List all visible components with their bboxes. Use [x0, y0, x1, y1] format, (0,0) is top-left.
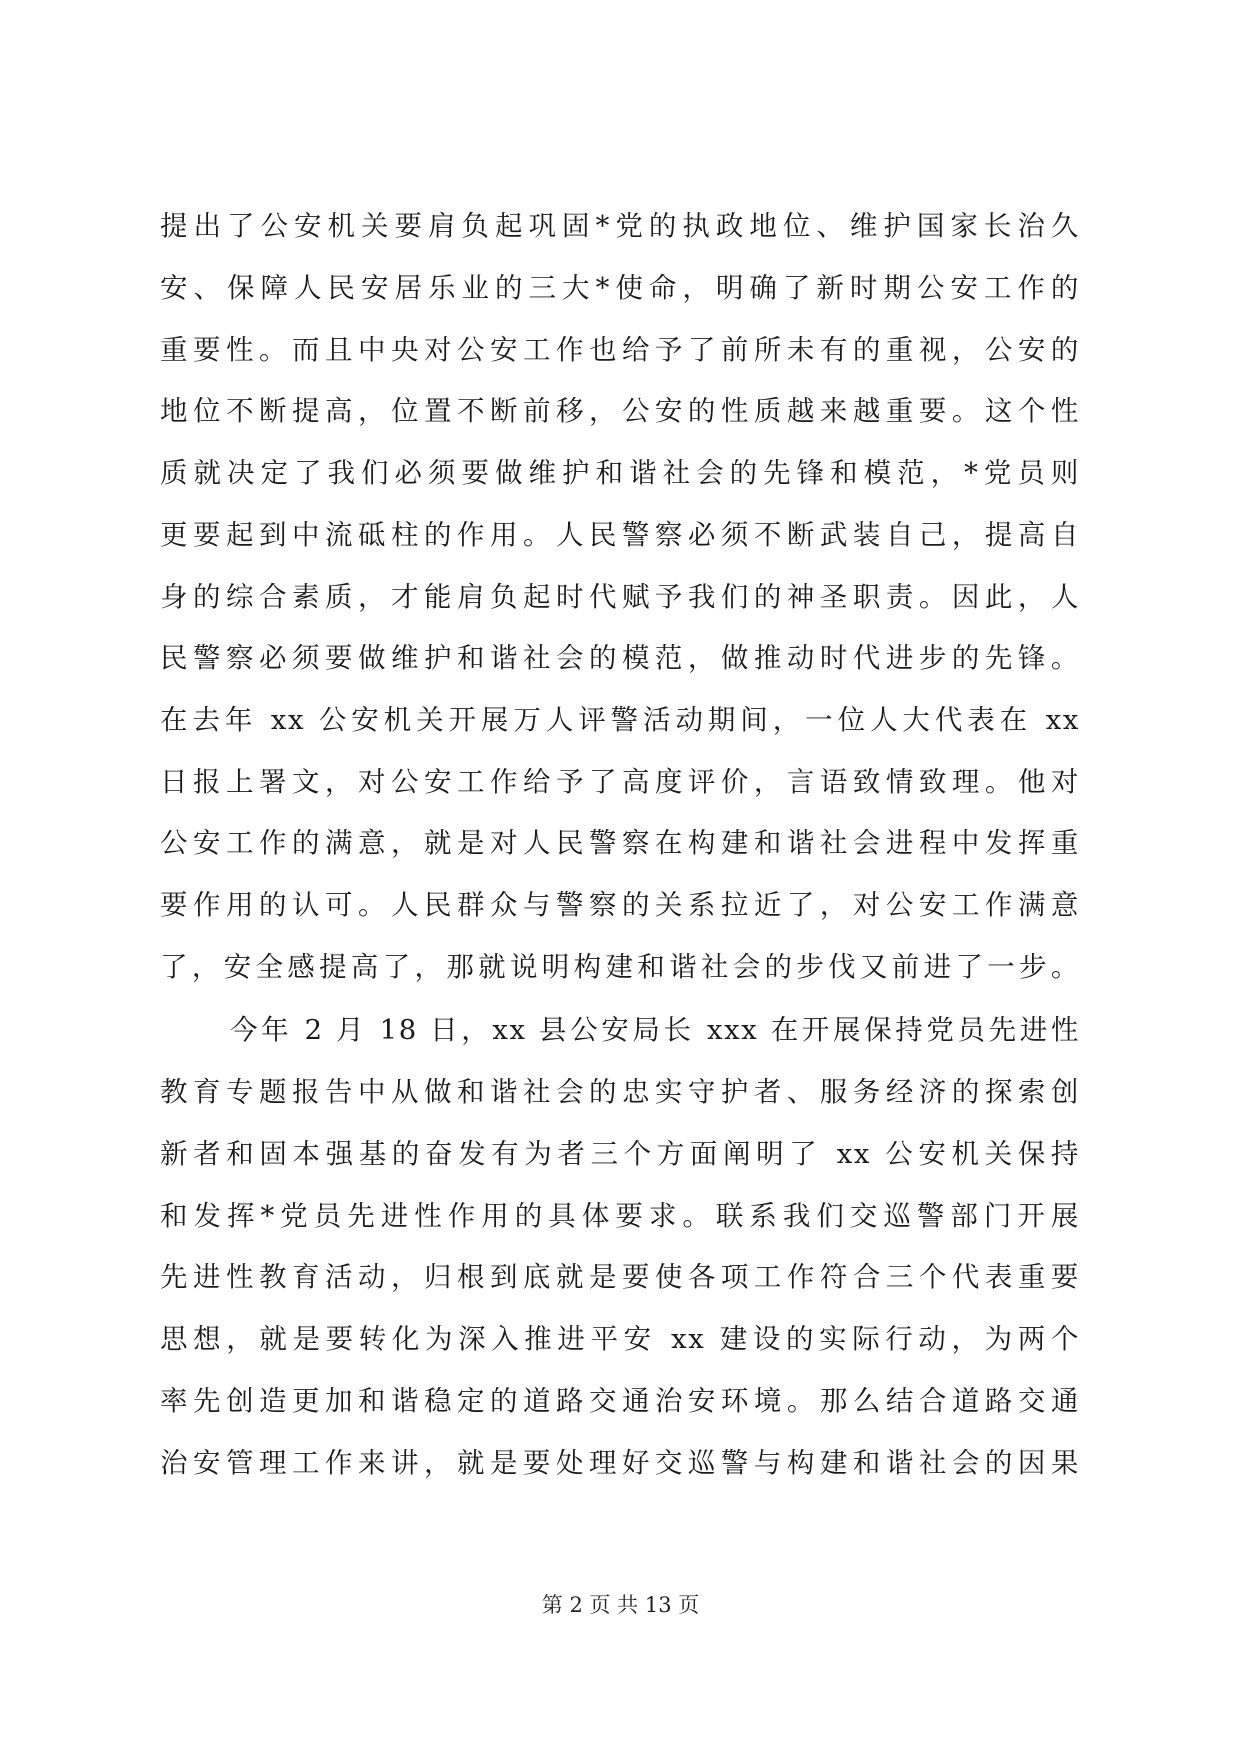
- text-line: 要作用的认可。人民群众与警察的关系拉近了，对公安工作满意: [160, 889, 1080, 921]
- text-line: 重要性。而且中央对公安工作也给予了前所未有的重视，公安的: [160, 334, 1080, 366]
- text-line: 地位不断提高，位置不断前移，公安的性质越来越重要。这个性: [160, 395, 1080, 427]
- page-number-footer: 第 2 页 共 13 页: [541, 1593, 700, 1617]
- text-line: 和发挥*党员先进性作用的具体要求。联系我们交巡警部门开展: [160, 1200, 1080, 1232]
- text-line: 民警察必须要做维护和谐社会的模范，做推动时代进步的先锋。: [160, 642, 1080, 674]
- text-line: 提出了公安机关要肩负起巩固*党的执政地位、维护国家长治久: [160, 210, 1080, 242]
- text-line: 在去年 xx 公安机关开展万人评警活动期间，一位人大代表在 xx: [160, 704, 1080, 736]
- text-line: 安、保障人民安居乐业的三大*使命，明确了新时期公安工作的: [160, 272, 1080, 304]
- text-line: 质就决定了我们必须要做维护和谐社会的先锋和模范，*党员则: [160, 457, 1080, 489]
- text-line: 更要起到中流砥柱的作用。人民警察必须不断武装自己，提高自: [160, 519, 1080, 551]
- text-line: 先进性教育活动，归根到底就是要使各项工作符合三个代表重要: [160, 1261, 1080, 1293]
- text-line: 日报上署文，对公安工作给予了高度评价，言语致情致理。他对: [160, 766, 1080, 798]
- text-line: 治安管理工作来讲，就是要处理好交巡警与构建和谐社会的因果: [160, 1447, 1080, 1479]
- text-line: 思想，就是要转化为深入推进平安 xx 建设的实际行动，为两个: [160, 1323, 1080, 1355]
- text-line: 教育专题报告中从做和谐社会的忠实守护者、服务经济的探索创: [160, 1076, 1080, 1108]
- text-line: 身的综合素质，才能肩负起时代赋予我们的神圣职责。因此，人: [160, 581, 1080, 613]
- text-line: 新者和固本强基的奋发有为者三个方面阐明了 xx 公安机关保持: [160, 1138, 1080, 1170]
- paragraph-start-line: 今年 2 月 18 日，xx 县公安局长 xxx 在开展保持党员先进性: [230, 1014, 1080, 1046]
- text-line: 了，安全感提高了，那就说明构建和谐社会的步伐又前进了一步。: [160, 951, 1080, 983]
- text-line: 公安工作的满意，就是对人民警察在构建和谐社会进程中发挥重: [160, 827, 1080, 859]
- text-line: 率先创造更加和谐稳定的道路交通治安环境。那么结合道路交通: [160, 1385, 1080, 1417]
